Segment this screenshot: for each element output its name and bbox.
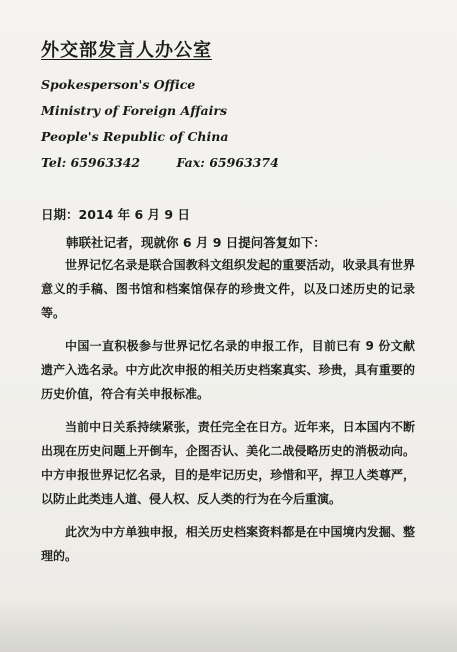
paragraph-1: 世界记忆名录是联合国教科文组织发起的重要活动，收录具有世界意义的手稿、图书馆和档案馆保存的珍贵文件，以及口述历史的记录等。 [41,258,415,320]
fax-number: Fax: 65963374 [176,155,279,170]
office-title-cn: 外交部发言人办公室 [41,40,212,61]
paragraph-2: 中国一直积极参与世界记忆名录的申报工作，目前已有 9 份文献遗产入选名录。中方此次申报的相关历史档案真实、珍贵，具有重要的历史价值，符合有关申报标准。 [41,339,415,401]
contact-line [41,150,421,176]
salutation: 韩联社记者，现就你 6 月 9 日提问答复如下： [66,235,326,250]
body-text [41,253,415,577]
telephone-number: Tel: 65963342 [41,155,141,170]
office-title-en: Spokesperson's Office [41,77,196,92]
letterhead [41,40,421,176]
ministry-name: Ministry of Foreign Affairs [41,103,228,118]
country-name: People's Republic of China [41,129,229,144]
paragraph-3: 当前中日关系持续紧张，责任完全在日方。近年来，日本国内不断出现在历史问题上开倒车，企图否认、美化二战侵略历史的消极动向。中方申报世界记忆名录，目的是牢记历史，珍惜和平，捍卫人类尊严，以防止此类违人道、侵人权、反人类的行为在今后重演。 [41,420,415,506]
paragraph-4: 此次为中方单独申报，相关历史档案资料都是在中国境内发掘、整理的。 [41,525,415,563]
document-date: 日期：2014 年 6 月 9 日 [41,207,190,222]
